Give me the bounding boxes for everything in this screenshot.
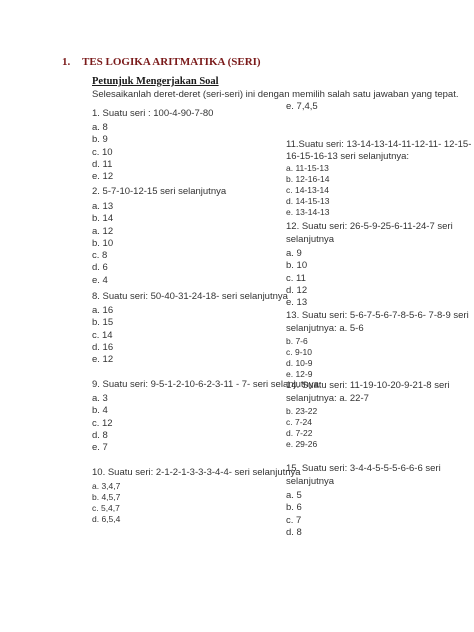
option: a. 11-15-13 [286,163,329,173]
question-11 [286,139,474,218]
option: b. 6 [286,502,302,514]
option: c. 7 [286,514,302,526]
question-13 [286,310,474,380]
option: d. 11 [92,158,113,170]
option: e. 13 [286,297,308,309]
option: a. 13 [92,201,114,212]
question-14 [286,380,474,450]
option: b. 9 [92,134,108,146]
option: b. 23-22 [286,406,318,416]
option: b. 12-16-14 [286,174,330,184]
options-list [286,163,474,218]
option: d. 16 [92,341,114,353]
options-list [286,336,474,380]
option: a. 3 [92,393,108,404]
option: d. 7-22 [286,428,313,438]
option: e. 7 [92,442,108,454]
option: b. 10 [286,260,308,272]
question-text: 15. Suatu seri: 3-4-4-5-5-5-6-6-6 seri selanjutnya [286,463,441,487]
option: b. 14 [92,213,114,225]
option: a. 5 [286,490,302,501]
option: c. 8 [92,250,108,262]
options-list [92,481,301,525]
options-list [286,248,474,309]
question-12 [286,220,474,309]
option: e. 13-14-13 [286,207,330,217]
question-text: 1. Suatu seri : 100-4-90-7-80 [92,108,214,119]
option: a. 8 [92,122,108,133]
option: c. 12 [92,417,113,429]
right-top-option: e. 7,4,5 [286,101,318,112]
option: b. 4 [92,405,108,417]
options-list [286,406,474,450]
option: d. 6 [92,262,108,274]
question-text: 2. 5-7-10-12-15 seri selanjutnya [92,186,227,197]
option: b. 15 [92,317,114,329]
option: c. 14 [92,329,113,341]
option: c. 11 [286,272,306,284]
section-title: TES LOGIKA ARITMATIKA (SERI) [82,56,261,68]
question-text: 14. Suatu seri: 11-19-10-20-9-21-8 seri selanjutnya: a. 22-7 [286,380,450,404]
question-2 [92,186,226,287]
option: e. 4 [92,274,108,286]
option: e. 12-9 [286,369,313,379]
question-text: 11.Suatu seri: 13-14-13-14-11-12-11- 12-15-16-15-16-13 seri selanjutnya: [286,139,472,162]
option: a. 12 [92,225,114,237]
section-number: 1. [62,56,71,68]
option: a. 3,4,7 [92,481,121,491]
option: e. 12 [92,171,114,183]
option: c. 7-24 [286,417,312,427]
option: b. 10 [92,237,114,249]
question-text: 8. Suatu seri: 50-40-31-24-18- seri selanjutnya [92,291,288,302]
option: d. 8 [286,526,302,538]
options-list [92,305,288,366]
option: a. 16 [92,305,114,316]
instructions-text: Selesaikanlah deret-deret (seri-seri) ini dengan memilih salah satu jawaban yang tepat. [92,89,459,100]
option: e. 12 [92,354,114,366]
question-text: 9. Suatu seri: 9-5-1-2-10-6-2-3-11 - 7- seri selanjutnya: [92,379,322,390]
instructions-subtitle: Petunjuk Mengerjakan Soal [92,76,219,87]
question-text: 13. Suatu seri: 5-6-7-5-6-7-8-5-6- 7-8-9 seri selanjutnya: a. 5-6 [286,310,469,334]
options-list [286,490,474,539]
option: d. 12 [286,284,308,296]
option: c. 9-10 [286,347,312,357]
options-list [92,201,226,287]
option: b. 7-6 [286,336,308,346]
option: d. 6,5,4 [92,514,121,524]
option: a. 9 [286,248,302,259]
option: c. 5,4,7 [92,503,120,513]
option: c. 10 [92,146,113,158]
question-8 [92,290,288,366]
question-10 [92,466,301,525]
option: b. 4,5,7 [92,492,121,502]
options-list [92,122,213,183]
option: e. 29-26 [286,439,318,449]
question-15 [286,462,474,539]
question-text: 12. Suatu seri: 26-5-9-25-6-11-24-7 seri selanjutnya [286,221,453,245]
question-1 [92,108,213,183]
question-text: 10. Suatu seri: 2-1-2-1-3-3-3-4-4- seri selanjutnya [92,467,301,478]
option: d. 14-15-13 [286,196,330,206]
option: c. 14-13-14 [286,185,329,195]
option: d. 10-9 [286,358,313,368]
option: d. 8 [92,429,108,441]
